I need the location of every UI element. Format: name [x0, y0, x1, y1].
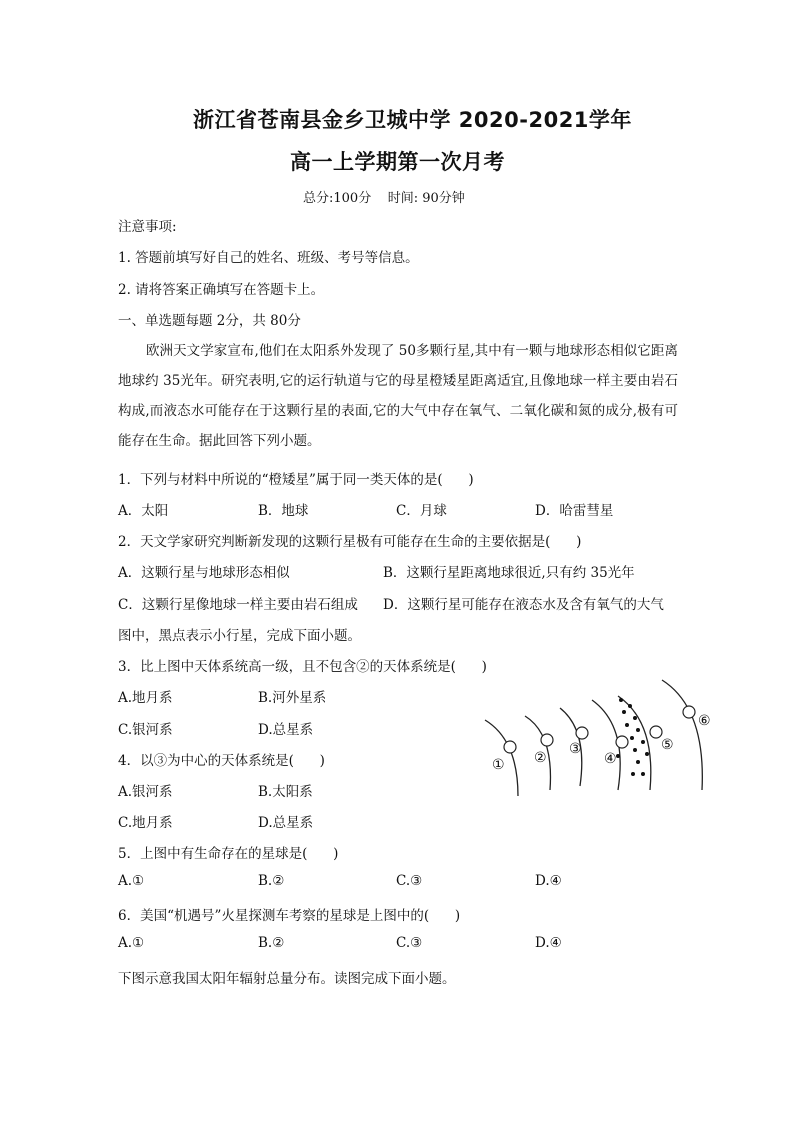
- page-title: 浙江省苍南县金乡卫城中学 2020-2021学年: [193, 108, 632, 132]
- option[interactable]: D.总星系: [258, 815, 314, 831]
- planet-4: [616, 736, 628, 748]
- label-1: ①: [492, 757, 505, 773]
- option[interactable]: B．这颗行星距离地球很近,只有约 35光年: [383, 565, 635, 581]
- option[interactable]: A．太阳: [118, 503, 169, 519]
- section-heading: 一、单选题每题 2分，共 80分: [118, 313, 301, 329]
- option[interactable]: B.河外星系: [258, 690, 327, 706]
- option[interactable]: A．这颗行星与地球形态相似: [118, 565, 290, 581]
- label-4: ④: [604, 751, 617, 767]
- option[interactable]: B．地球: [258, 503, 309, 519]
- planet-1: [504, 741, 516, 753]
- option[interactable]: B.太阳系: [258, 784, 313, 800]
- option[interactable]: C.③: [396, 873, 423, 889]
- option[interactable]: A.银河系: [118, 784, 173, 800]
- orbit-6: [662, 680, 702, 790]
- option[interactable]: D．这颗行星可能存在液态水及含有氧气的大气: [383, 597, 664, 613]
- orbit-4: [592, 700, 620, 790]
- label-6: ⑥: [698, 713, 711, 729]
- notes-heading: 注意事项:: [118, 219, 177, 235]
- question-stem: 2．天文学家研究判断新发现的这颗行星极有可能存在生命的主要依据是( ): [118, 534, 582, 550]
- option[interactable]: B.②: [258, 873, 285, 889]
- option[interactable]: C.地月系: [118, 815, 173, 831]
- option[interactable]: A.①: [118, 873, 145, 889]
- label-2: ②: [534, 750, 547, 766]
- option[interactable]: B.②: [258, 935, 285, 951]
- exam-meta: 总分:100分 时间: 90分钟: [303, 191, 465, 206]
- option[interactable]: D.④: [535, 935, 562, 951]
- planet-3: [576, 727, 588, 739]
- option[interactable]: C．月球: [396, 503, 447, 519]
- option[interactable]: C.银河系: [118, 722, 173, 738]
- question-stem: 3．比上图中天体系统高一级，且不包含②的天体系统是( ): [118, 659, 487, 675]
- solar-system-diagram: [480, 678, 720, 798]
- note-item: 2. 请将答案正确填写在答题卡上。: [118, 282, 325, 298]
- passage: 欧洲天文学家宣布,他们在太阳系外发现了 50多颗行星,其中有一颗与地球形态相似它距离地球约 35光年。研究表明,它的运行轨道与它的母星橙矮星距离适宜,且像地球一样主要由岩石构成,而液态水可能存在于这颗行星的表面,它的大气中存在氧气、二氧化碳和氮的成分,极有可能存在生命。据此回答下列小题。: [118, 343, 678, 449]
- option[interactable]: A.①: [118, 935, 145, 951]
- note-item: 1. 答题前填写好自己的姓名、班级、考号等信息。: [118, 250, 419, 266]
- option[interactable]: D．哈雷彗星: [535, 503, 614, 519]
- label-3: ③: [569, 741, 582, 757]
- option[interactable]: A.地月系: [118, 690, 173, 706]
- question-stem: 6．美国“机遇号”火星探测车考察的星球是上图中的( ): [118, 908, 461, 924]
- footer-text: 下图示意我国太阳年辐射总量分布。读图完成下面小题。: [118, 971, 456, 987]
- planet-6: [683, 706, 695, 718]
- option[interactable]: C.③: [396, 935, 423, 951]
- question-stem: 5．上图中有生命存在的星球是( ): [118, 846, 339, 862]
- page-subtitle: 高一上学期第一次月考: [290, 150, 505, 174]
- question-stem: 4．以③为中心的天体系统是( ): [118, 753, 325, 769]
- option[interactable]: C．这颗行星像地球一样主要由岩石组成: [118, 597, 358, 613]
- diagram-intro: 图中，黑点表示小行星，完成下面小题。: [118, 628, 361, 644]
- label-5: ⑤: [661, 737, 674, 753]
- planet-2: [541, 734, 553, 746]
- option[interactable]: D.④: [535, 873, 562, 889]
- question-stem: 1．下列与材料中所说的“橙矮星”属于同一类天体的是( ): [118, 472, 474, 488]
- option[interactable]: D.总星系: [258, 722, 314, 738]
